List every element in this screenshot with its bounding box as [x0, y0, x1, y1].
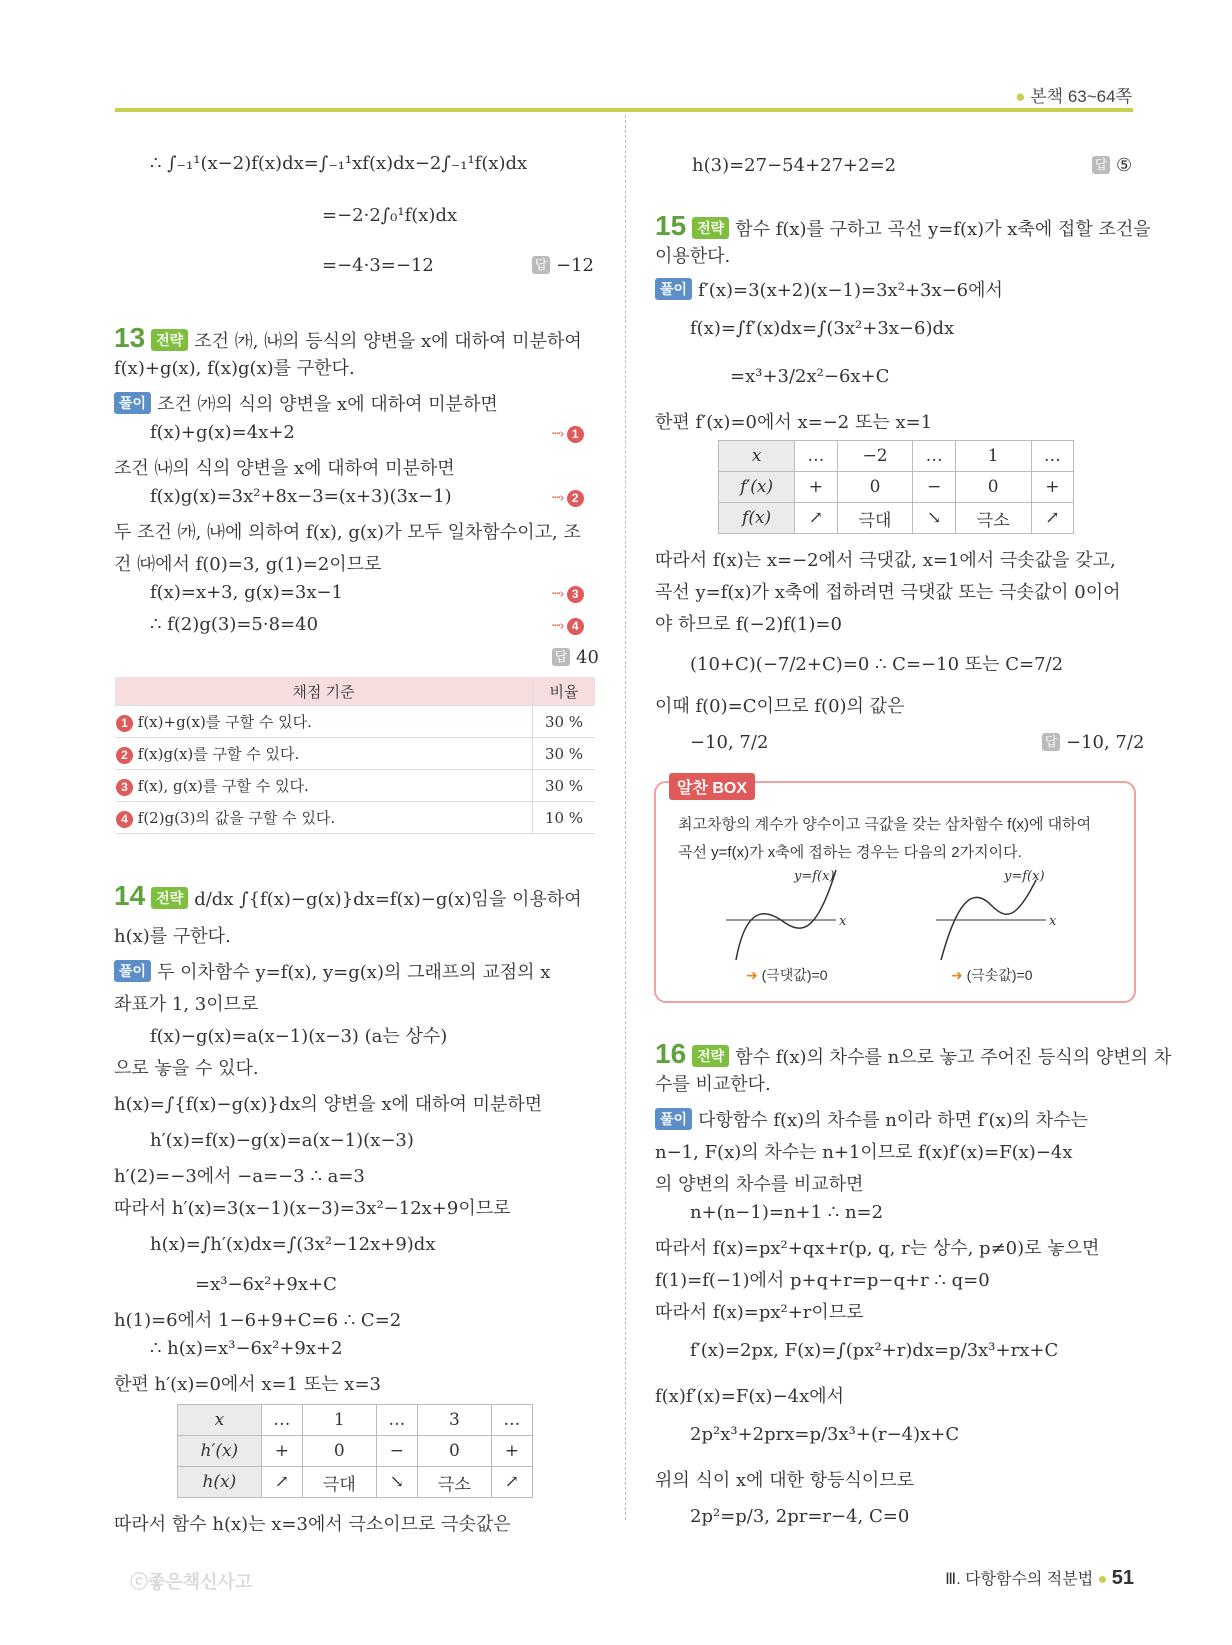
problem-15-line: (10+C)(−7/2+C)=0 ∴ C=−10 또는 C=7/2 — [690, 654, 1064, 675]
problem-16-header — [655, 1038, 1171, 1070]
top-answer: 답 −12 — [532, 255, 594, 276]
problem-14-line: h(x)=∫{f(x)−g(x)}dx의 양변을 x에 대하여 미분하면 — [114, 1094, 543, 1115]
problem-16-line: 2p²=p/3, 2pr=r−4, C=0 — [690, 1506, 910, 1527]
table-row: f(x) ↗ 극대 ↘ 극소 ↗ — [719, 503, 1074, 534]
strategy-tag: 전략 — [692, 217, 729, 239]
top-equation-line-1: ∴ ∫₋₁¹(x−2)f(x)dx=∫₋₁¹xf(x)dx−2∫₋₁¹f(x)dx — [150, 153, 528, 174]
problem-15-header — [655, 210, 1151, 242]
problem-16-strategy-2: 수를 비교한다. — [655, 1074, 771, 1095]
problem-14-line: 으로 놓을 수 있다. — [114, 1058, 259, 1079]
marker-1: ····› 1 — [551, 422, 584, 443]
tip-box-line-1: 최고차항의 계수가 양수이고 극값을 갖는 삼차함수 f(x)에 대하여 — [678, 816, 1092, 833]
case-1: ➜ (극댓값)=0 — [746, 967, 828, 983]
problem-14-last-line: 따라서 함수 h(x)는 x=3에서 극소이므로 극솟값은 — [114, 1514, 511, 1535]
graph-label-1: y=f(x) — [794, 869, 835, 884]
arrow-right-icon: ➜ — [951, 967, 963, 983]
marker-4: ····› 4 — [551, 614, 584, 635]
problem-16-line: n+(n−1)=n+1 ∴ n=2 — [690, 1202, 884, 1223]
solution-tag: 풀이 — [114, 960, 151, 982]
problem-13-line: 두 조건 ㈎, ㈏에 의하여 f(x), g(x)가 모두 일차함수이고, 조 — [114, 522, 581, 543]
problem-14-line: 한편 h′(x)=0에서 x=1 또는 x=3 — [114, 1374, 381, 1395]
problem-13-sol-1: 풀이 조건 ㈎의 식의 양변을 x에 대하여 미분하면 — [114, 390, 498, 416]
problem-13-header — [114, 322, 582, 354]
problem-16-line: 위의 식이 x에 대한 항등식이므로 — [655, 1470, 915, 1491]
answer-icon: 답 — [1042, 733, 1060, 751]
problem-15-sol-1: 풀이 f′(x)=3(x+2)(x−1)=3x²+3x−6에서 — [655, 276, 1003, 302]
problem-16-line: 따라서 f(x)=px²+r이므로 — [655, 1302, 864, 1323]
problem-15-line: 이때 f(0)=C이므로 f(0)의 값은 — [655, 696, 905, 717]
problem-16-sol-1: 풀이 다항함수 f(x)의 차수를 n이라 하면 f′(x)의 차수는 — [655, 1106, 1088, 1132]
problem-14-line: h′(2)=−3에서 −a=−3 ∴ a=3 — [114, 1166, 365, 1187]
table-row: 4 f(2)g(3)의 값을 구할 수 있다. 10 % — [115, 802, 595, 834]
problem-number: 13 — [114, 322, 146, 353]
tip-box-title: 알찬 BOX — [669, 773, 755, 800]
problem-14-line: h′(x)=f(x)−g(x)=a(x−1)(x−3) — [150, 1130, 414, 1151]
strategy-tag: 전략 — [151, 329, 188, 351]
answer-icon: 답 — [1092, 156, 1110, 174]
problem-15-strategy-2: 이용한다. — [655, 246, 731, 267]
problem-15-line: −10, 7/2 — [690, 732, 769, 753]
problem-13-line: 건 ㈐에서 f(0)=3, g(1)=2이므로 — [114, 554, 382, 575]
solution-tag: 풀이 — [655, 1108, 692, 1130]
strategy-tag: 전략 — [151, 887, 188, 909]
table-row: h′(x) + 0 − 0 + — [178, 1436, 533, 1467]
tip-box-line-2: 곡선 y=f(x)가 x축에 접하는 경우는 다음의 2가지이다. — [678, 844, 1022, 861]
right-top-answer: 답 ⑤ — [1092, 155, 1132, 176]
problem-15-line: f(x)=∫f′(x)dx=∫(3x²+3x−6)dx — [690, 318, 955, 339]
problem-14-sol-1: 풀이 두 이차함수 y=f(x), y=g(x)의 그래프의 교점의 x — [114, 958, 550, 984]
problem-14-line: h(x)=∫h′(x)dx=∫(3x²−12x+9)dx — [150, 1234, 436, 1255]
arrow-right-icon: ➜ — [746, 967, 758, 983]
tip-box — [654, 781, 1136, 1003]
problem-16-line: f(1)=f(−1)에서 p+q+r=p−q+r ∴ q=0 — [655, 1270, 990, 1291]
case-2: ➜ (극솟값)=0 — [951, 967, 1033, 983]
problem-16-line: 2p²x³+2prx=p/3x³+(r−4)x+C — [690, 1424, 960, 1445]
strategy-text: d/dx ∫{f(x)−g(x)}dx=f(x)−g(x)임을 이용하여 — [194, 889, 582, 910]
problem-15-line: 한편 f′(x)=0에서 x=−2 또는 x=1 — [655, 412, 933, 433]
table-row: x … 1 … 3 … — [178, 1405, 533, 1436]
tip-box-graphs — [706, 865, 1126, 965]
problem-15-line: =x³+3/2x²−6x+C — [730, 366, 890, 387]
page-footer: Ⅲ. 다항함수의 적분법 ● 51 — [945, 1567, 1134, 1589]
table-row: 2 f(x)g(x)를 구할 수 있다. 30 % — [115, 738, 595, 770]
problem-number: 15 — [655, 210, 687, 241]
problem-14-line: ∴ h(x)=x³−6x²+9x+2 — [150, 1338, 343, 1359]
axis-label-1: x — [839, 914, 847, 929]
table-row: 3 f(x), g(x)를 구할 수 있다. 30 % — [115, 770, 595, 802]
strategy-text: 조건 ㈎, ㈏의 등식의 양변을 x에 대하여 미분하여 — [194, 331, 582, 352]
problem-14-line: f(x)−g(x)=a(x−1)(x−3) (a는 상수) — [150, 1026, 448, 1047]
problem-16-line: 따라서 f(x)=px²+qx+r(p, q, r는 상수, p≠0)로 놓으면 — [655, 1238, 1100, 1259]
table-row: f′(x) + 0 − 0 + — [719, 472, 1074, 503]
problem-13-line: f(x)+g(x)=4x+2 — [150, 422, 295, 443]
problem-15-line: 야 하므로 f(−2)f(1)=0 — [655, 614, 842, 635]
problem-14-line: =x³−6x²+9x+C — [195, 1274, 337, 1295]
strategy-tag: 전략 — [692, 1045, 729, 1067]
strategy-text: 함수 f(x)를 구하고 곡선 y=f(x)가 x축에 접할 조건을 — [735, 219, 1151, 240]
publisher-logo: ⓒ좋은책신사고 — [130, 1572, 253, 1592]
problem-13-line: 조건 ㈏의 식의 양변을 x에 대하여 미분하면 — [114, 458, 455, 479]
top-equation-line-2: =−2·2∫₀¹f(x)dx — [322, 205, 458, 226]
table-row: 1 f(x)+g(x)를 구할 수 있다. 30 % — [115, 706, 595, 738]
problem-13-line: f(x)=x+3, g(x)=3x−1 — [150, 582, 344, 603]
strategy-text: 함수 f(x)의 차수를 n으로 놓고 주어진 등식의 양변의 차 — [735, 1047, 1172, 1068]
problem-16-line: f(x)f′(x)=F(x)−4x에서 — [655, 1386, 845, 1407]
page-number: 51 — [1111, 1567, 1134, 1589]
problem-13-answer: 답 40 — [552, 647, 599, 668]
problem-16-line: n−1, F(x)의 차수는 n+1이므로 f(x)f′(x)=F(x)−4x — [655, 1142, 1073, 1163]
problem-number: 14 — [114, 880, 146, 911]
grading-table: 채점 기준 비율 1 f(x)+g(x)를 구할 수 있다. 30 % 2 f(x)g(x)를 구할 수 있다. 30 % 3 f(x), g(x)를 구할 수 있다. 30 % 4 f(2)g(3)의 값을 구할 수 있다. 10 % — [115, 677, 595, 834]
solution-tag: 풀이 — [114, 392, 151, 414]
header-rule — [115, 108, 1133, 112]
problem-15-line: 따라서 f(x)는 x=−2에서 극댓값, x=1에서 극솟값을 갖고, — [655, 550, 1116, 571]
sign-table-f — [718, 440, 1074, 534]
solution-tag: 풀이 — [655, 278, 692, 300]
answer-icon: 답 — [532, 256, 550, 274]
sign-table-h — [177, 1404, 533, 1498]
problem-13-strategy-2: f(x)+g(x), f(x)g(x)를 구한다. — [114, 358, 355, 379]
problem-15-answer: 답 −10, 7/2 — [1042, 732, 1144, 753]
right-top-line: h(3)=27−54+27+2=2 — [692, 155, 897, 176]
table-row: x … −2 … 1 … — [719, 441, 1074, 472]
problem-number: 16 — [655, 1038, 687, 1069]
problem-14-header — [114, 880, 582, 912]
graph-label-2: y=f(x) — [1004, 869, 1045, 884]
page-reference: ● 본책 63~64쪽 — [1015, 87, 1132, 106]
problem-16-line: f′(x)=2px, F(x)=∫(px²+r)dx=p/3x³+rx+C — [690, 1340, 1059, 1361]
table-row: h(x) ↗ 극대 ↘ 극소 ↗ — [178, 1467, 533, 1498]
problem-15-line: 곡선 y=f(x)가 x축에 접하려면 극댓값 또는 극솟값이 0이어 — [655, 582, 1121, 603]
problem-14-line: h(1)=6에서 1−6+9+C=6 ∴ C=2 — [114, 1310, 402, 1331]
problem-14-line: 좌표가 1, 3이므로 — [114, 994, 259, 1015]
problem-13-line: ∴ f(2)g(3)=5·8=40 — [150, 614, 319, 635]
marker-2: ····› 2 — [551, 486, 584, 507]
problem-14-strategy-2: h(x)를 구한다. — [114, 926, 231, 947]
answer-icon: 답 — [552, 648, 570, 666]
marker-3: ····› 3 — [551, 582, 584, 603]
problem-13-line: f(x)g(x)=3x²+8x−3=(x+3)(3x−1) — [150, 486, 452, 507]
problem-16-line: 의 양변의 차수를 비교하면 — [655, 1174, 864, 1195]
top-equation-line-3: =−4·3=−12 — [322, 255, 434, 276]
problem-14-line: 따라서 h′(x)=3(x−1)(x−3)=3x²−12x+9이므로 — [114, 1198, 511, 1219]
column-divider — [625, 115, 626, 1520]
axis-label-2: x — [1049, 914, 1057, 929]
